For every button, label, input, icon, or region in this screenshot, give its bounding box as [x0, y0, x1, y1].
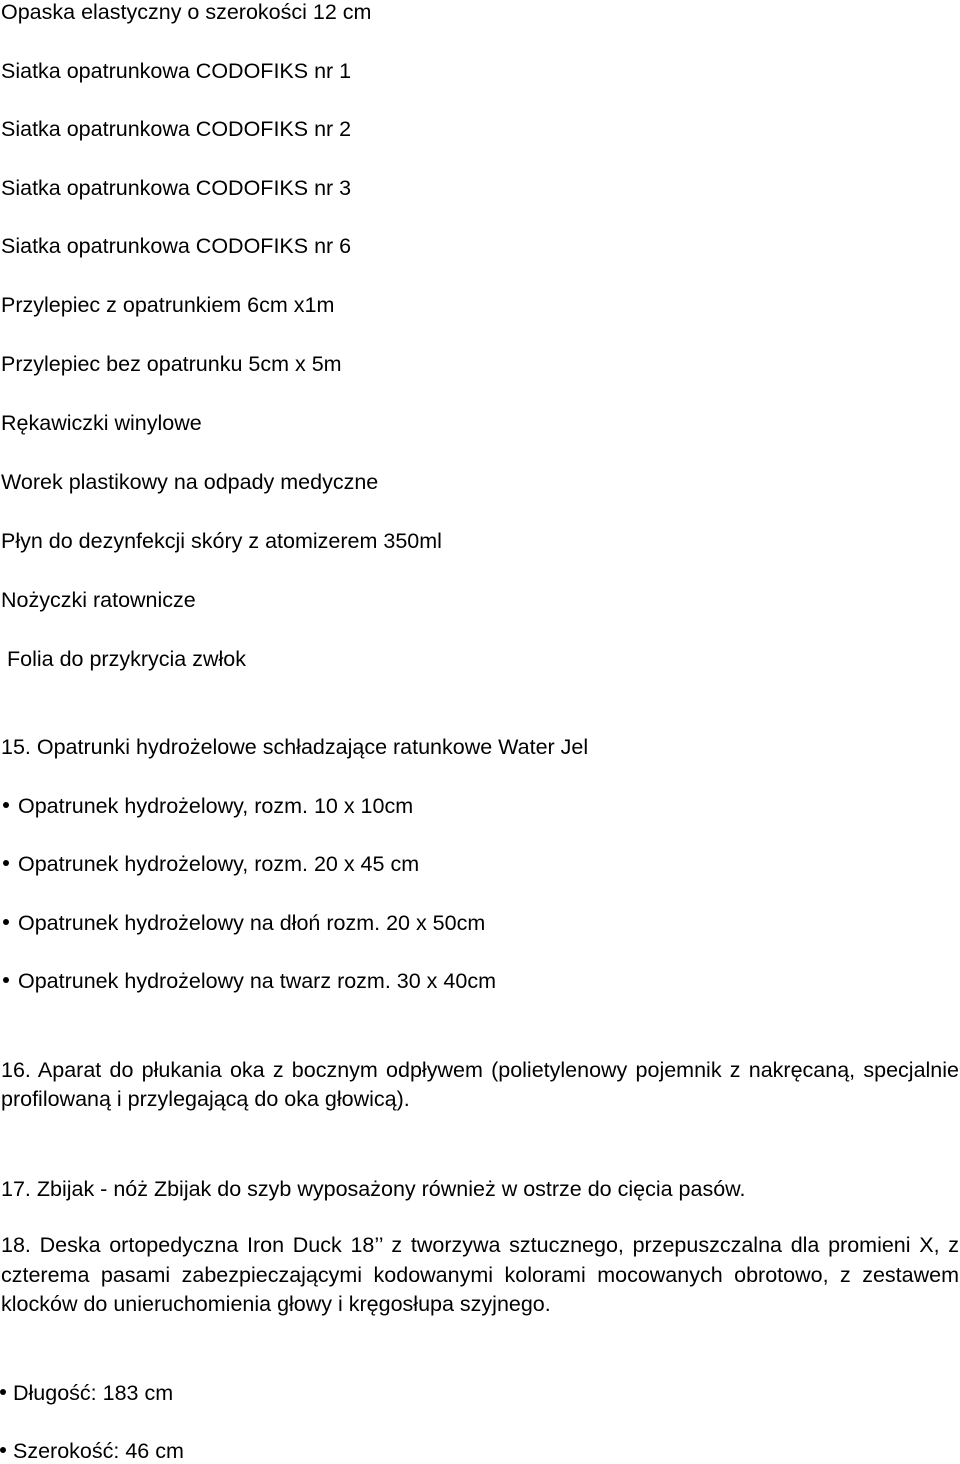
list-item: Opaska elastyczny o szerokości 12 cm: [1, 0, 372, 24]
list-item: Siatka opatrunkowa CODOFIKS nr 1: [1, 59, 352, 83]
bullet-item: [3, 794, 413, 818]
bullet-item: [0, 1439, 184, 1463]
bullet-text: Opatrunek hydrożelowy na dłoń rozm. 20 x 50cm: [18, 911, 486, 935]
bullet-icon: [3, 919, 9, 925]
section-16-paragraph: 16. Aparat do płukania oka z bocznym odpływem (polietylenowy pojemnik z nakręcaną, specjalnie profilowaną i przylegającą do oka głowicą).: [1, 1058, 959, 1111]
bullet-text: Opatrunek hydrożelowy, rozm. 10 x 10cm: [18, 794, 414, 818]
bullet-item: [3, 852, 419, 876]
list-item: Siatka opatrunkowa CODOFIKS nr 6: [1, 234, 352, 258]
list-item: Przylepiec bez opatrunku 5cm x 5m: [1, 352, 342, 376]
bullet-item: [3, 911, 485, 935]
bullet-item: [0, 1381, 173, 1405]
bullet-icon: [3, 802, 9, 808]
section-17-paragraph: 17. Zbijak - nóż Zbijak do szyb wyposażony również w ostrze do cięcia pasów.: [1, 1177, 746, 1201]
bullet-text: Opatrunek hydrożelowy na twarz rozm. 30 x 40cm: [18, 969, 496, 993]
list-item: Siatka opatrunkowa CODOFIKS nr 3: [1, 176, 352, 200]
bullet-text: Długość: 183 cm: [13, 1381, 174, 1405]
bullet-icon: [0, 1447, 6, 1453]
list-item: Worek plastikowy na odpady medyczne: [1, 470, 379, 494]
bullet-icon: [3, 860, 9, 866]
bullet-icon: [3, 977, 9, 983]
section-18-paragraph: 18. Deska ortopedyczna Iron Duck 18’’ z tworzywa sztucznego, przepuszczalna dla promieni X, z czterema pasami zabezpieczającymi kodowanymi kolorami mocowanych obrotowo, z zestawem klocków do unieruchomienia głowy i kręgosłupa szyjnego.: [1, 1233, 959, 1316]
list-item: Nożyczki ratownicze: [1, 588, 196, 612]
list-item: Przylepiec z opatrunkiem 6cm x1m: [1, 293, 335, 317]
list-item: Płyn do dezynfekcji skóry z atomizerem 350ml: [1, 529, 442, 553]
bullet-item: [3, 969, 496, 993]
section-heading: 15. Opatrunki hydrożelowe schładzające ratunkowe Water Jel: [1, 735, 589, 759]
bullet-text: Opatrunek hydrożelowy, rozm. 20 x 45 cm: [18, 852, 420, 876]
bullet-icon: [0, 1389, 6, 1395]
list-item: Rękawiczki winylowe: [1, 411, 202, 435]
bullet-text: Szerokość: 46 cm: [13, 1439, 184, 1463]
list-item: Folia do przykrycia zwłok: [7, 647, 246, 671]
list-item: Siatka opatrunkowa CODOFIKS nr 2: [1, 117, 352, 141]
